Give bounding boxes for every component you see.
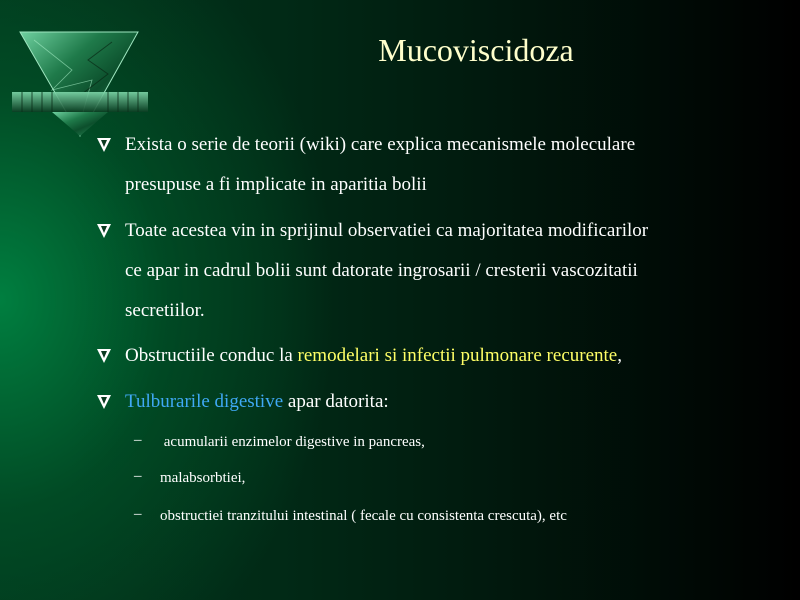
- arrowhead-bullet-icon: [95, 222, 113, 240]
- highlighted-text: remodelari si infectii pulmonare recurente: [297, 345, 618, 366]
- sub-item-dash: –: [134, 432, 142, 448]
- bullet-text: Obstructiile conduc la: [125, 345, 298, 366]
- bullet-item: [125, 125, 765, 205]
- bullet-text: ,: [617, 345, 622, 366]
- bullet-item: [125, 382, 765, 422]
- arrowhead-bullet-icon: [95, 347, 113, 365]
- bullet-line: presupuse a fi implicate in aparitia bolii: [125, 174, 427, 195]
- bullet-line: ce apar in cadrul bolii sunt datorate ingrosarii / cresterii vascozitatii: [125, 260, 638, 281]
- bullet-item: [125, 211, 765, 331]
- sub-item-dash: –: [134, 468, 142, 484]
- bullet-line: Toate acestea vin in sprijinul observatiei ca majoritatea modificarilor: [125, 220, 649, 241]
- bullet-line: Exista o serie de teorii (wiki) care explica mecanismele moleculare: [125, 134, 636, 155]
- bullet-line: secretiilor.: [125, 300, 205, 321]
- sub-item: obstructiei tranzitului intestinal ( fecale cu consistenta crescuta), etc: [160, 508, 567, 524]
- sub-item: malabsorbtiei,: [160, 470, 246, 486]
- sub-item: acumularii enzimelor digestive in pancreas,: [160, 434, 425, 450]
- bullet-text: apar datorita:: [283, 391, 389, 412]
- arrowhead-bullet-icon: [95, 136, 113, 154]
- slide-title: Mucoviscidoza: [378, 32, 574, 68]
- arrowhead-bullet-icon: [95, 393, 113, 411]
- sub-item-dash: –: [134, 506, 142, 522]
- bullet-item: [125, 336, 765, 376]
- highlighted-text: Tulburarile digestive: [125, 391, 284, 412]
